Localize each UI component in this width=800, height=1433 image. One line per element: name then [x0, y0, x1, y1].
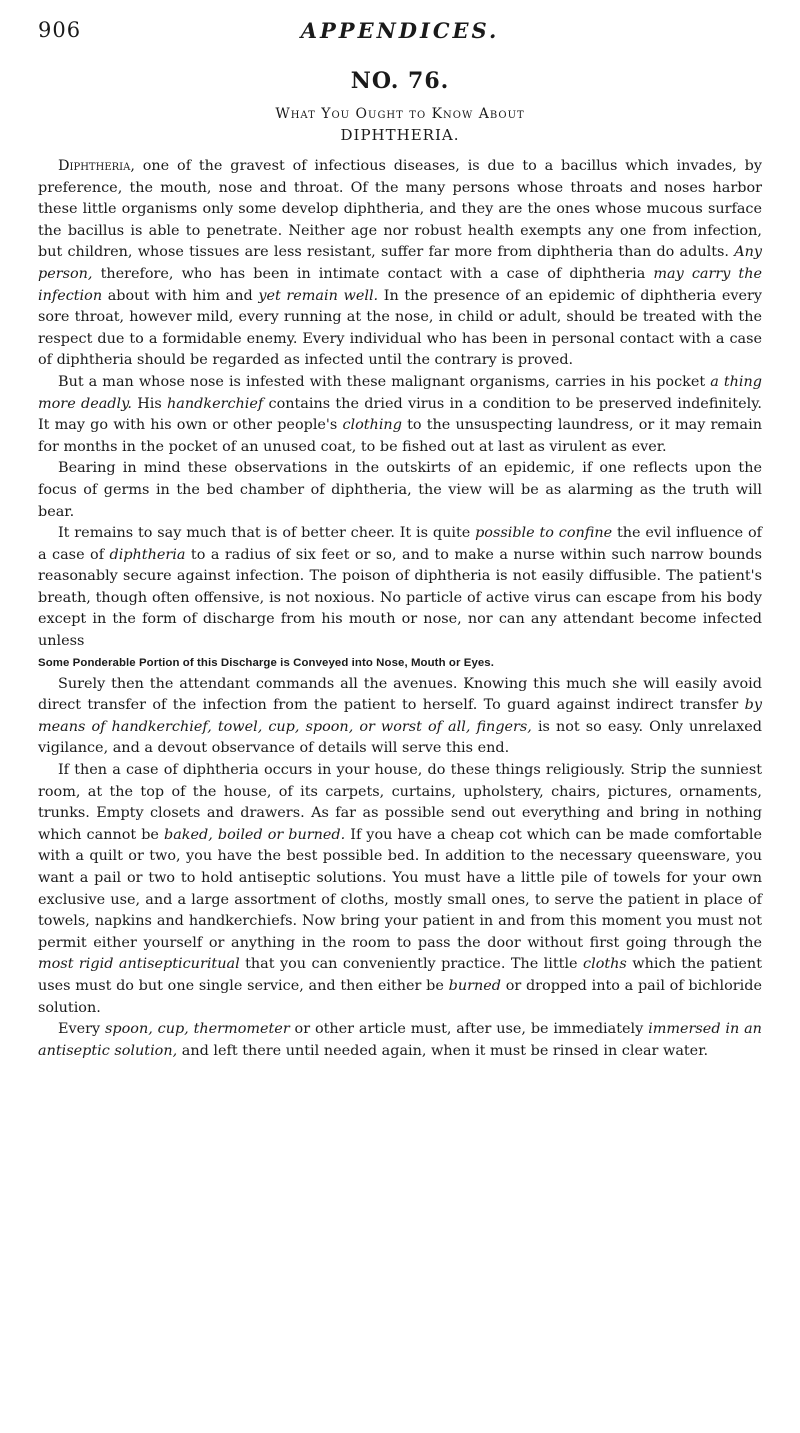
emphasis-text: diphtheria	[109, 546, 186, 563]
paragraph-text: to the unsuspecting laundress, or it may remain for months in the pocket of an unused coat, to be fished out at last as virulent as ever.	[38, 417, 762, 455]
paragraph-epidemic	[38, 458, 762, 523]
section-subheading: Some Ponderable Portion of this Discharge is Conveyed into Nose, Mouth or Eyes.	[38, 656, 495, 669]
paragraph-lead-word: Diphtheria,	[58, 158, 135, 174]
emphasis-text: clothing	[342, 417, 402, 434]
paragraph-text: If then a case of diphtheria occurs in your house, do these things religiously. Strip the sunniest room, at the top of the house, of its carpets, curtains, upholstery, chairs, pictures, ornaments, trunks. Empty closets and drawers. As far as possible send out everything and bring in nothing which cannot be	[38, 762, 762, 843]
paragraph-text: which the patient uses must do but one single service, and then either be	[38, 956, 762, 994]
paragraph-text: But a man whose nose is infested with these malignant organisms, carries in his pocket	[58, 373, 711, 390]
paragraph-handkerchief	[38, 372, 762, 458]
emphasis-text: cloths	[583, 956, 627, 973]
emphasis-text: handkerchief	[167, 395, 264, 412]
paragraph-text: It remains to say much that is of better cheer. It is quite	[58, 525, 476, 542]
paragraph-text: about with him and	[102, 287, 259, 304]
paragraph-text: In the presence of an epidemic of diphtheria every sore throat, however mild, every running at the nose, in child or adult, should be treated with the respect due to a formidable enemy. Every individual who has been in personal contact with a case of diphtheria should be regarded as infected until the contrary is proved.	[38, 287, 763, 369]
paragraph-utensils	[38, 1019, 762, 1062]
running-head	[38, 18, 762, 48]
emphasis-text: baked, boiled or burned.	[164, 826, 346, 843]
paragraph-intro	[38, 156, 762, 372]
article-number: NO. 76.	[350, 68, 450, 94]
paragraph-text: and left there until needed again, when it must be rinsed in clear water.	[177, 1042, 709, 1059]
paragraph-text: is not so easy. Only unrelaxed vigilance, and a devout observance of details will serve this end.	[38, 718, 762, 757]
emphasis-text: may carry the infection	[38, 265, 762, 304]
emphasis-text: by means of handkerchief, towel, cup, spoon, or worst of all, fingers,	[38, 697, 762, 735]
paragraph-text: Bearing in mind these observations in the outskirts of an epidemic, if one reflects upon the focus of germs in the bed chamber of diphtheria, the view will be as alarming as the truth will bear.	[38, 460, 762, 520]
emphasis-text: most rigid antisepticuritual	[38, 956, 240, 973]
emphasis-text: Any person,	[38, 244, 762, 282]
article-heading: DIPHTHERIA.	[340, 126, 460, 144]
emphasis-text: possible to confine	[475, 525, 613, 542]
paragraph-cheer	[38, 523, 762, 653]
paragraph-text: that you can conveniently practice. The little	[239, 956, 584, 973]
emphasis-text: burned	[448, 977, 501, 994]
paragraph-text: therefore, who has been in intimate contact with a case of diphtheria	[92, 265, 654, 282]
emphasis-text: yet remain well.	[258, 287, 379, 304]
page-number: 906	[38, 18, 82, 42]
paragraph-text: to a radius of six feet or so, and to make a nurse within such narrow bounds reasonably secure against infection. The poison of diphtheria is not easily diffusible. The patient's breath, though often offensive, is not noxious. No particle of active virus can escape from his body except in the form of discharge from his mouth or nose, nor can any attendant become infected unless	[38, 546, 762, 650]
paragraph-text: Surely then the attendant commands all the avenues. Knowing this much she will easily avoid direct transfer of the infection from the patient to herself. To guard against indirect transfer	[38, 675, 762, 714]
paragraph-text: or other article must, after use, be immediately	[289, 1021, 649, 1038]
article-subtitle: What You Ought to Know About	[275, 106, 525, 122]
paragraph-text: contains the dried virus in a condition to be preserved indefinitely. It may go with his own or other people's	[38, 395, 762, 434]
paragraph-text: or dropped into a pail of bichloride solution.	[38, 977, 762, 1016]
emphasis-text: spoon, cup, thermometer	[105, 1021, 290, 1038]
emphasis-text: a thing more deadly.	[38, 373, 762, 412]
paragraph-text: one of the gravest of infectious diseases, is due to a bacillus which invades, by preference, the mouth, nose and throat. Of the many persons whose throats and noses harbor these little organisms only some develop diphtheria, and they are the ones whose mucous surface the bacillus is able to penetrate. Neither age nor robust health exempts any one from infection, but children, whose tissues are less resistant, suffer far more from diphtheria than do adults.	[38, 158, 762, 261]
paragraph-text: Every	[58, 1021, 106, 1038]
paragraph-text: His	[131, 395, 168, 412]
emphasis-text: immersed in an antiseptic solution,	[38, 1021, 762, 1059]
paragraph-sickroom	[38, 760, 762, 1019]
paragraph-text: the evil influence of a case of	[38, 525, 763, 563]
running-title: APPENDICES.	[300, 18, 500, 43]
paragraph-text: If you have a cheap cot which can be made comfortable with a quilt or two, you have the best possible bed. In addition to the necessary queensware, you want a pail or two to hold antiseptic solutions. You must have a little pile of towels for your own exclusive use, and a large assortment of cloths, mostly small ones, to serve the patient in place of towels, napkins and handkerchiefs. Now bring your patient in and from this moment you must not permit either yourself or anything in the room to pass the door without first going through the	[38, 826, 762, 951]
paragraph-attendant	[38, 674, 762, 760]
book-page	[38, 18, 762, 1062]
